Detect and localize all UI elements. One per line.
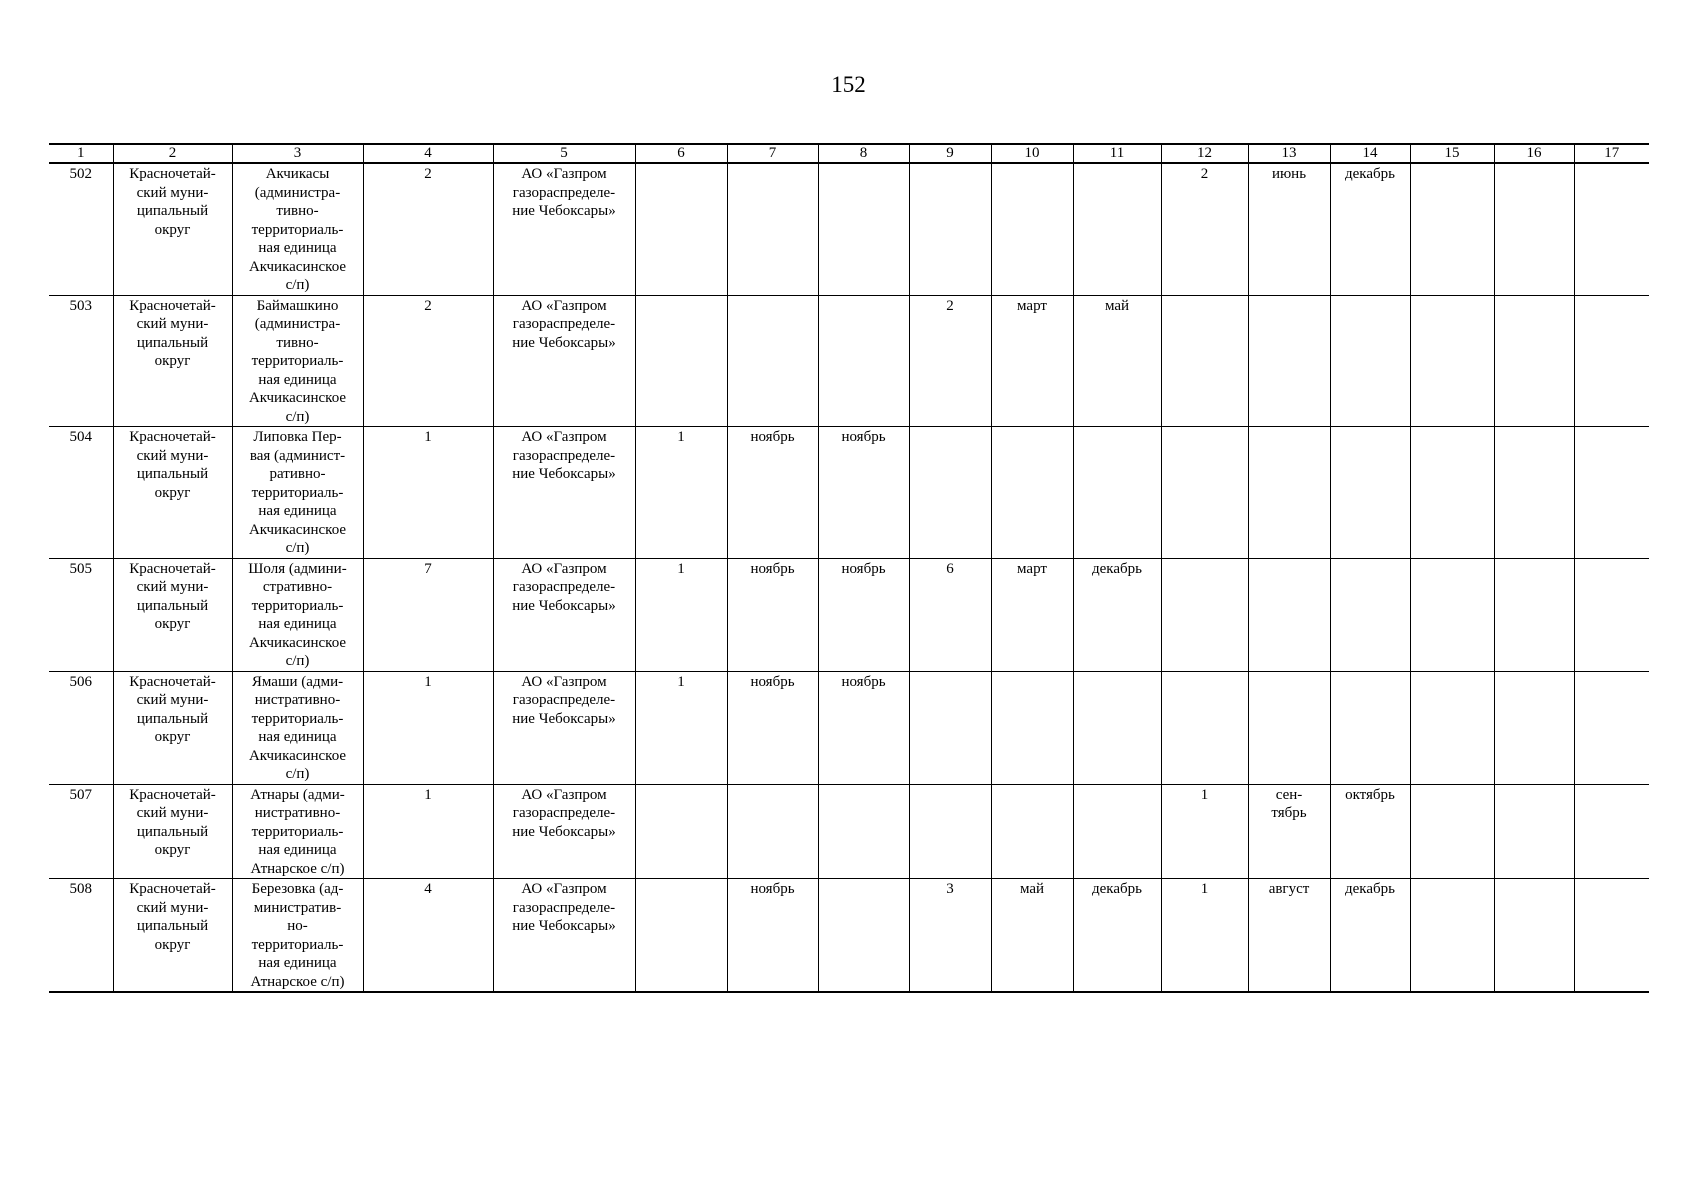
cell-text: декабрь bbox=[1092, 881, 1142, 897]
table-cell bbox=[1494, 427, 1574, 559]
cell-text: 1 bbox=[424, 673, 432, 690]
cell-text: 2 bbox=[424, 166, 432, 182]
table-cell bbox=[991, 784, 1073, 879]
table-cell bbox=[909, 427, 991, 559]
table-cell bbox=[1161, 558, 1248, 671]
cell-text: 2 bbox=[424, 297, 432, 314]
table-cell bbox=[363, 295, 493, 427]
cell-text: 1 bbox=[1200, 881, 1209, 897]
table-cell bbox=[363, 163, 493, 295]
table-row bbox=[49, 879, 1649, 993]
table-cell bbox=[1161, 427, 1248, 559]
table-cell bbox=[1248, 671, 1330, 784]
table-cell bbox=[909, 295, 991, 427]
table-cell bbox=[1248, 784, 1330, 879]
table-cell bbox=[1574, 427, 1649, 559]
cell-text: 1 bbox=[677, 560, 685, 577]
table-cell bbox=[991, 427, 1073, 559]
cell-text: Баймашкино (администра- тивно- территориаль- ная единица Акчикасинское с/п) bbox=[248, 297, 347, 425]
cell-text: май bbox=[1019, 881, 1045, 897]
table-cell bbox=[727, 784, 818, 879]
table-cell bbox=[1073, 163, 1161, 295]
cell-text: октябрь bbox=[1345, 786, 1395, 803]
cell-text: 2 bbox=[1200, 166, 1209, 182]
table-cell bbox=[363, 427, 493, 559]
cell-text: АО «Газпром газораспределе- ние Чебоксары» bbox=[512, 297, 616, 351]
table-row bbox=[49, 163, 1649, 295]
table-cell bbox=[363, 879, 493, 993]
column-number-header: 3 bbox=[232, 144, 363, 163]
table-cell bbox=[1248, 879, 1330, 993]
table-cell bbox=[727, 671, 818, 784]
table-cell bbox=[493, 163, 635, 295]
table-cell bbox=[1494, 879, 1574, 993]
cell-text: Красночетай- ский муни- ципальный округ bbox=[129, 881, 216, 953]
table-cell bbox=[727, 163, 818, 295]
column-number-header: 8 bbox=[818, 144, 909, 163]
column-number-header: 7 bbox=[727, 144, 818, 163]
table-cell bbox=[1410, 879, 1494, 993]
table-cell bbox=[1574, 295, 1649, 427]
cell-text: Акчикасы (администра- тивно- территориаль- ная единица Акчикасинское с/п) bbox=[248, 166, 347, 293]
table-cell bbox=[1330, 163, 1410, 295]
table-cell bbox=[909, 784, 991, 879]
cell-text: декабрь bbox=[1092, 560, 1142, 577]
cell-text: 4 bbox=[424, 881, 432, 897]
table-cell bbox=[727, 295, 818, 427]
table-cell bbox=[727, 427, 818, 559]
table-cell bbox=[1494, 163, 1574, 295]
table-cell bbox=[1161, 671, 1248, 784]
table-cell bbox=[635, 671, 727, 784]
table-cell bbox=[1330, 671, 1410, 784]
cell-text: 502 bbox=[69, 166, 92, 182]
table-row bbox=[49, 784, 1649, 879]
table-cell bbox=[493, 879, 635, 993]
table-cell bbox=[635, 558, 727, 671]
cell-text: Красночетай- ский муни- ципальный округ bbox=[129, 297, 216, 369]
table-cell bbox=[363, 558, 493, 671]
cell-text: 2 bbox=[946, 297, 954, 314]
column-number-header: 12 bbox=[1161, 144, 1248, 163]
table-cell bbox=[113, 558, 232, 671]
table-cell bbox=[909, 671, 991, 784]
table-cell bbox=[1574, 879, 1649, 993]
table-cell bbox=[363, 784, 493, 879]
table-cell bbox=[232, 558, 363, 671]
table-cell bbox=[113, 784, 232, 879]
table-cell bbox=[1073, 427, 1161, 559]
table-cell bbox=[232, 295, 363, 427]
cell-text: Липовка Пер- вая (админист- ративно- территориаль- ная единица Акчикасинское с/п) bbox=[248, 429, 347, 556]
table-cell bbox=[909, 879, 991, 993]
table-cell bbox=[991, 671, 1073, 784]
table-cell bbox=[1574, 671, 1649, 784]
table-cell bbox=[818, 558, 909, 671]
table-cell bbox=[1410, 784, 1494, 879]
table-cell bbox=[1248, 558, 1330, 671]
table-cell bbox=[1410, 295, 1494, 427]
table-row bbox=[49, 558, 1649, 671]
cell-text: июнь bbox=[1271, 166, 1307, 182]
table-cell bbox=[635, 784, 727, 879]
table-cell bbox=[1410, 163, 1494, 295]
table-cell bbox=[493, 427, 635, 559]
table-cell bbox=[1494, 558, 1574, 671]
table-cell bbox=[49, 558, 113, 671]
cell-text: 1 bbox=[424, 786, 432, 803]
cell-text: ноябрь bbox=[841, 429, 886, 445]
table-cell bbox=[991, 163, 1073, 295]
table-cell bbox=[493, 784, 635, 879]
column-number-header: 15 bbox=[1410, 144, 1494, 163]
cell-text: декабрь bbox=[1345, 881, 1395, 897]
cell-text: АО «Газпром газораспределе- ние Чебоксары» bbox=[512, 786, 616, 840]
cell-text: 1 bbox=[677, 673, 685, 690]
cell-text: 1 bbox=[677, 429, 685, 445]
cell-text: ноябрь bbox=[841, 673, 886, 690]
cell-text: август bbox=[1268, 881, 1310, 897]
cell-text: 6 bbox=[946, 560, 954, 577]
table-cell bbox=[991, 879, 1073, 993]
column-number-header: 17 bbox=[1574, 144, 1649, 163]
cell-text: 7 bbox=[424, 560, 432, 577]
table-cell bbox=[232, 427, 363, 559]
table-cell bbox=[1161, 295, 1248, 427]
table-cell bbox=[1330, 558, 1410, 671]
table-cell bbox=[363, 671, 493, 784]
cell-text: 506 bbox=[69, 673, 92, 690]
table-cell bbox=[1161, 163, 1248, 295]
column-number-header: 4 bbox=[363, 144, 493, 163]
table-cell bbox=[635, 879, 727, 993]
table-cell bbox=[818, 295, 909, 427]
cell-text: 3 bbox=[946, 881, 954, 897]
cell-text: Красночетай- ский муни- ципальный округ bbox=[129, 429, 216, 501]
table-cell bbox=[818, 163, 909, 295]
table-row bbox=[49, 295, 1649, 427]
table-cell bbox=[818, 671, 909, 784]
cell-text: 1 bbox=[1200, 786, 1209, 803]
table-cell bbox=[113, 295, 232, 427]
cell-text: ноябрь bbox=[750, 560, 795, 577]
table-cell bbox=[493, 295, 635, 427]
cell-text: ноябрь bbox=[841, 560, 886, 577]
table-cell bbox=[113, 879, 232, 993]
cell-text: ноябрь bbox=[750, 429, 795, 445]
cell-text: Красночетай- ский муни- ципальный округ bbox=[129, 166, 216, 238]
cell-text: Красночетай- ский муни- ципальный округ bbox=[129, 673, 216, 745]
table-cell bbox=[1574, 163, 1649, 295]
table-cell bbox=[1161, 879, 1248, 993]
cell-text: декабрь bbox=[1345, 166, 1395, 182]
cell-text: 1 bbox=[424, 429, 432, 445]
table-cell bbox=[1494, 295, 1574, 427]
table-cell bbox=[635, 427, 727, 559]
table-cell bbox=[991, 295, 1073, 427]
table-cell bbox=[1073, 784, 1161, 879]
cell-text: 508 bbox=[69, 881, 92, 897]
table-cell bbox=[635, 163, 727, 295]
cell-text: 507 bbox=[69, 786, 92, 803]
column-number-header: 5 bbox=[493, 144, 635, 163]
table-cell bbox=[232, 163, 363, 295]
cell-text: ноябрь bbox=[750, 881, 795, 897]
column-number-header: 6 bbox=[635, 144, 727, 163]
table-cell bbox=[1161, 784, 1248, 879]
table-cell bbox=[991, 558, 1073, 671]
column-number-header: 10 bbox=[991, 144, 1073, 163]
table-cell bbox=[1073, 879, 1161, 993]
cell-text: АО «Газпром газораспределе- ние Чебоксары» bbox=[512, 673, 616, 727]
table-row bbox=[49, 427, 1649, 559]
table-cell bbox=[1410, 671, 1494, 784]
table-cell bbox=[1574, 784, 1649, 879]
table-cell bbox=[232, 784, 363, 879]
cell-text: 505 bbox=[69, 560, 92, 577]
table-cell bbox=[818, 427, 909, 559]
table-cell bbox=[818, 784, 909, 879]
cell-text: Красночетай- ский муни- ципальный округ bbox=[129, 786, 216, 858]
column-number-header: 1 bbox=[49, 144, 113, 163]
table-cell bbox=[909, 558, 991, 671]
cell-text: Шоля (админи- стративно- территориаль- ная единица Акчикасинское с/п) bbox=[248, 560, 347, 669]
table-cell bbox=[1073, 295, 1161, 427]
table-cell bbox=[1330, 784, 1410, 879]
table-cell bbox=[113, 671, 232, 784]
column-number-header: 2 bbox=[113, 144, 232, 163]
data-table bbox=[49, 143, 1649, 993]
table-cell bbox=[1494, 671, 1574, 784]
cell-text: АО «Газпром газораспределе- ние Чебоксары» bbox=[512, 166, 616, 219]
table-cell bbox=[49, 427, 113, 559]
cell-text: Красночетай- ский муни- ципальный округ bbox=[129, 560, 216, 632]
table-cell bbox=[1073, 671, 1161, 784]
table-cell bbox=[49, 784, 113, 879]
table-cell bbox=[1073, 558, 1161, 671]
table-cell bbox=[493, 558, 635, 671]
table-cell bbox=[1410, 558, 1494, 671]
table-cell bbox=[1494, 784, 1574, 879]
table-cell bbox=[1248, 427, 1330, 559]
table-cell bbox=[1574, 558, 1649, 671]
table-cell bbox=[635, 295, 727, 427]
cell-text: 503 bbox=[69, 297, 92, 314]
cell-text: март bbox=[1017, 560, 1047, 577]
table-cell bbox=[909, 163, 991, 295]
table-row bbox=[49, 671, 1649, 784]
table-cell bbox=[727, 879, 818, 993]
column-number-row bbox=[49, 144, 1649, 163]
cell-text: сен- тябрь bbox=[1271, 786, 1307, 821]
column-number-header: 9 bbox=[909, 144, 991, 163]
cell-text: АО «Газпром газораспределе- ние Чебоксары» bbox=[512, 429, 616, 482]
table-cell bbox=[1410, 427, 1494, 559]
column-number-header: 16 bbox=[1494, 144, 1574, 163]
table-cell bbox=[1330, 879, 1410, 993]
cell-text: Ямаши (адми- нистративно- территориаль- ная единица Акчикасинское с/п) bbox=[248, 673, 347, 782]
table-cell bbox=[49, 295, 113, 427]
table-cell bbox=[818, 879, 909, 993]
table-cell bbox=[1248, 163, 1330, 295]
table-cell bbox=[113, 163, 232, 295]
table-cell bbox=[113, 427, 232, 559]
page-number: 152 bbox=[831, 72, 866, 97]
table-cell bbox=[727, 558, 818, 671]
table-cell bbox=[1248, 295, 1330, 427]
column-number-header: 13 bbox=[1248, 144, 1330, 163]
cell-text: май bbox=[1104, 297, 1130, 314]
column-number-header: 14 bbox=[1330, 144, 1410, 163]
table-cell bbox=[1330, 427, 1410, 559]
table-cell bbox=[232, 671, 363, 784]
cell-text: АО «Газпром газораспределе- ние Чебоксары» bbox=[512, 560, 616, 614]
cell-text: март bbox=[1017, 297, 1047, 314]
table-cell bbox=[49, 879, 113, 993]
table-cell bbox=[493, 671, 635, 784]
cell-text: Атнары (адми- нистративно- территориаль- ная единица Атнарское с/п) bbox=[250, 786, 345, 877]
cell-text: 504 bbox=[69, 429, 92, 445]
table-cell bbox=[49, 671, 113, 784]
table-cell bbox=[1330, 295, 1410, 427]
cell-text: Березовка (ад- министратив- но- территориаль- ная единица Атнарское с/п) bbox=[250, 881, 345, 990]
cell-text: ноябрь bbox=[750, 673, 795, 690]
column-number-header: 11 bbox=[1073, 144, 1161, 163]
table-cell bbox=[49, 163, 113, 295]
cell-text: АО «Газпром газораспределе- ние Чебоксары» bbox=[512, 881, 616, 934]
table-cell bbox=[232, 879, 363, 993]
